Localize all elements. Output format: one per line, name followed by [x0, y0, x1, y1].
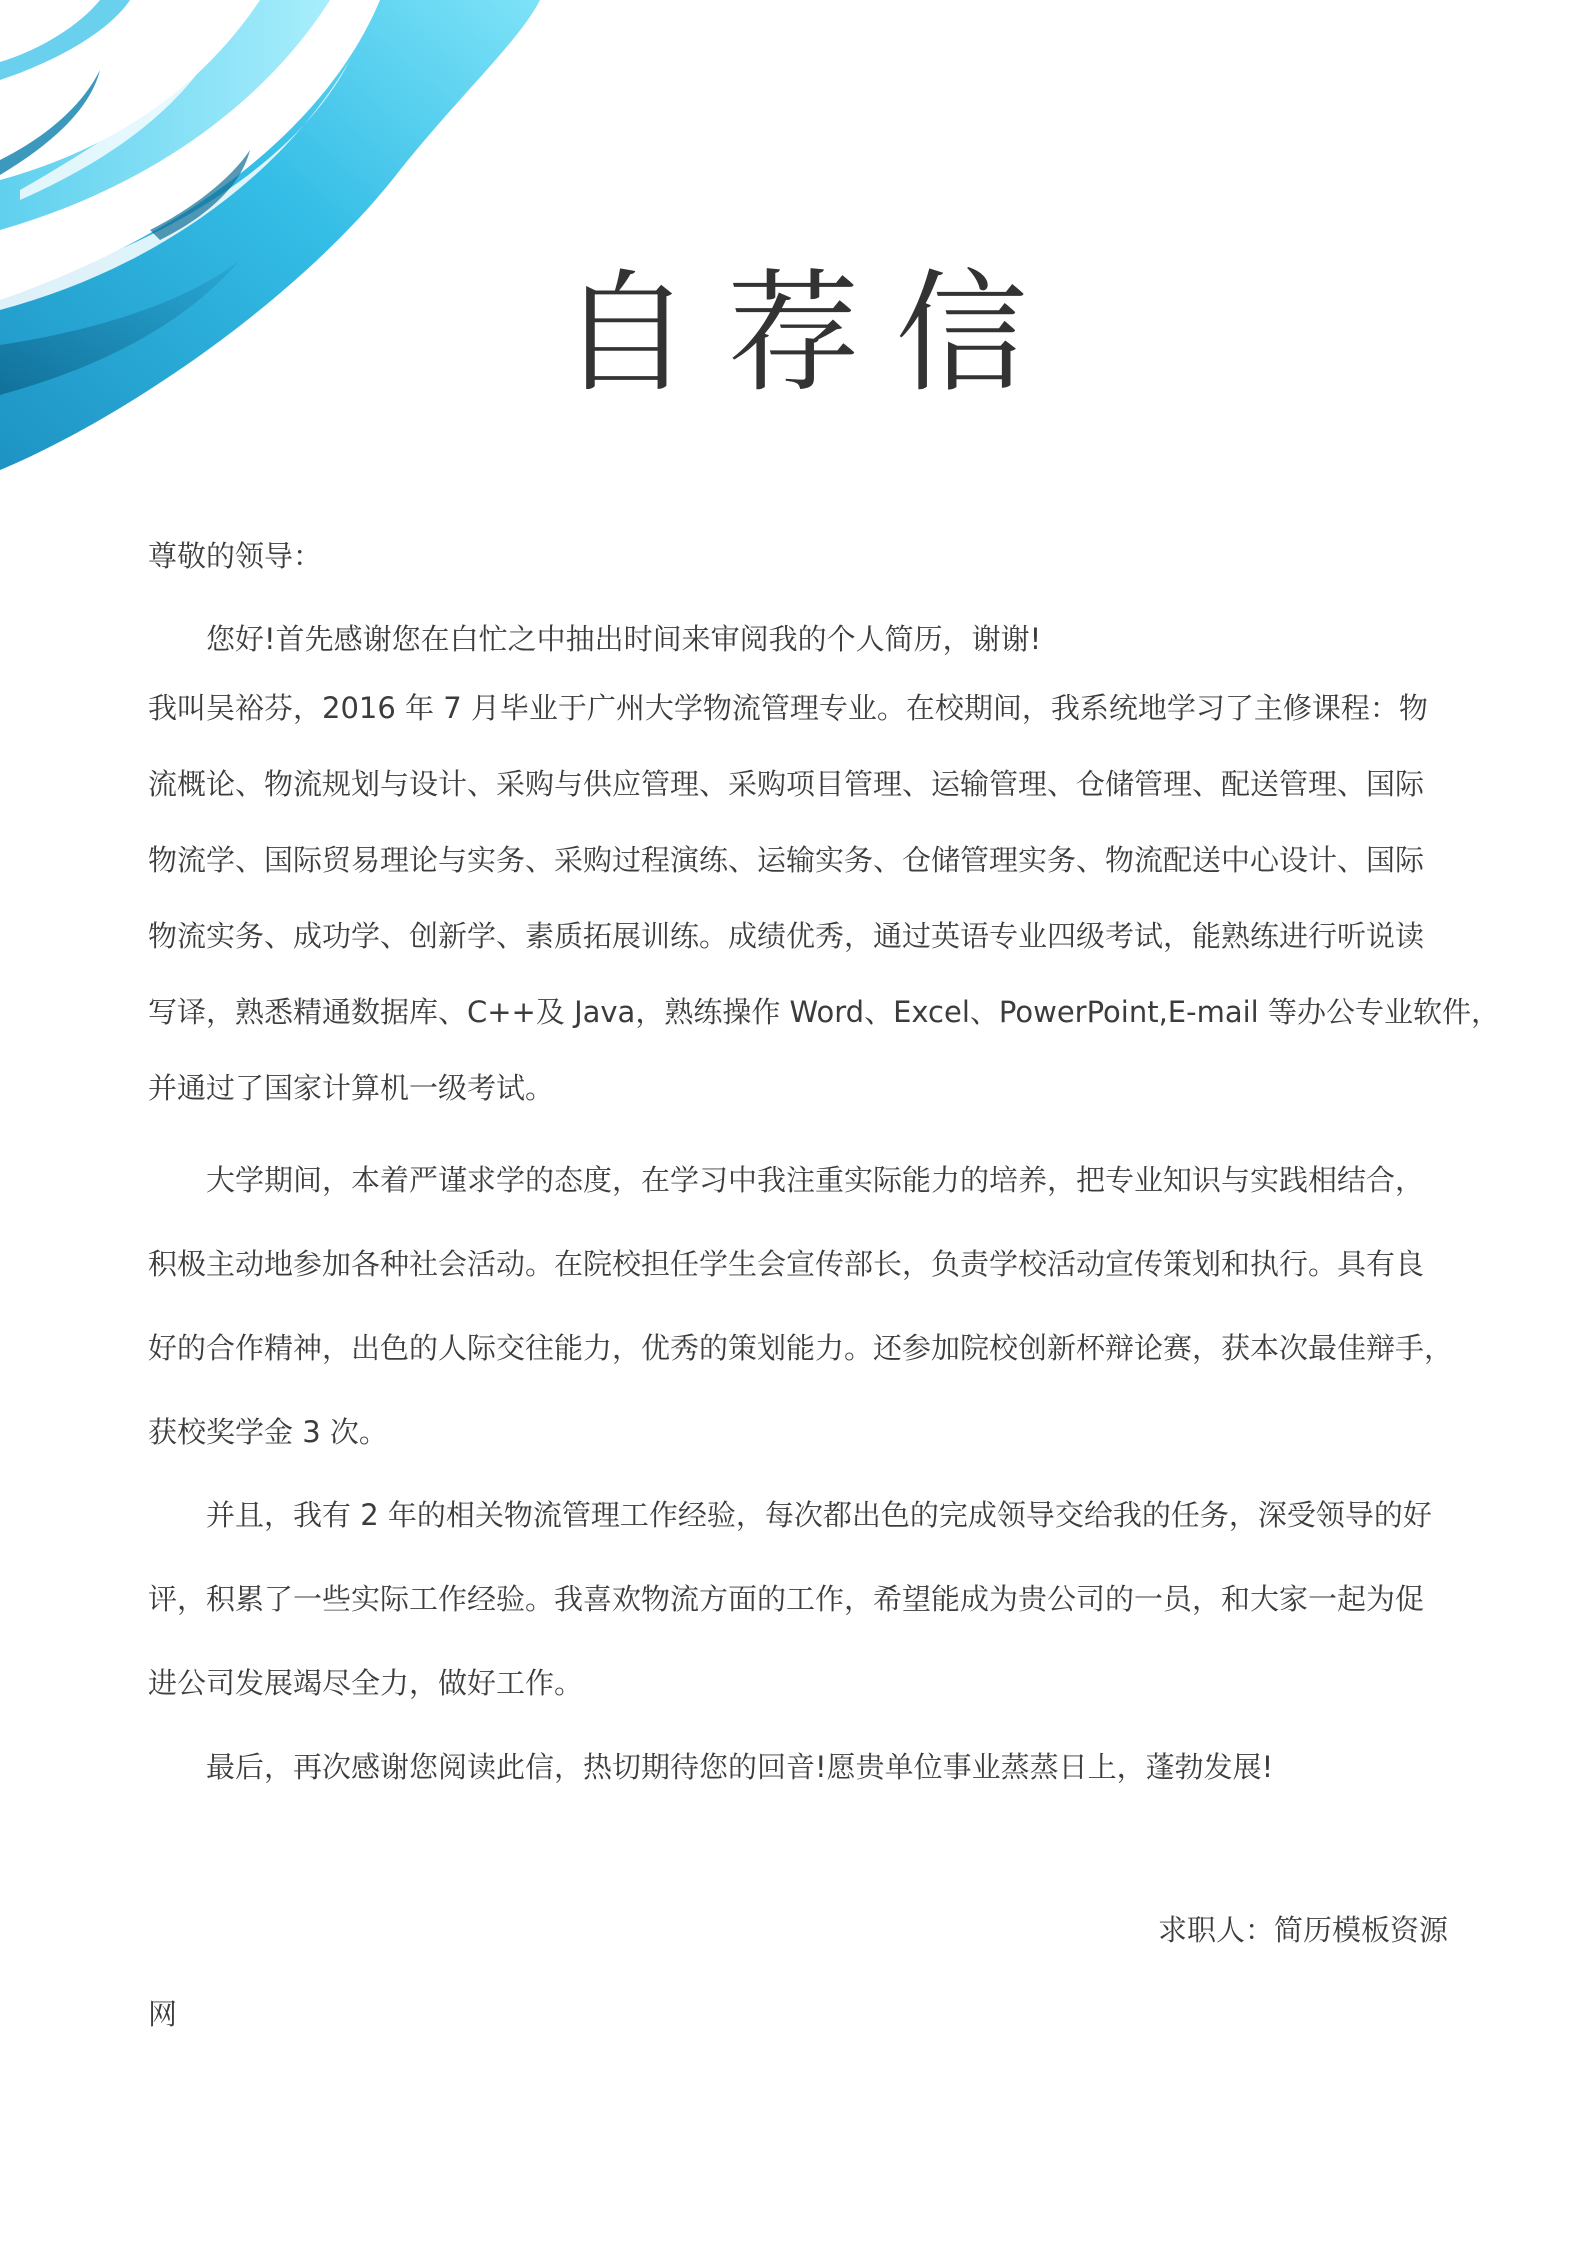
salutation: 尊敬的领导：: [148, 539, 323, 573]
signature: 求职人：简历模板资源: [1157, 1913, 1448, 1947]
paragraph-line: 并通过了国家计算机一级考试。: [148, 1071, 555, 1105]
paragraph-line: 大学期间，本着严谨求学的态度，在学习中我注重实际能力的培养，把专业知识与实践相结合，: [206, 1163, 1425, 1197]
signature-continuation: 网: [148, 1997, 178, 2031]
paragraph-line: 我叫吴裕芬，2016 年 7 月毕业于广州大学物流管理专业。在校期间，我系统地学习了主修课程：物: [148, 691, 1428, 725]
paragraph-line: 您好!首先感谢您在白忙之中抽出时间来审阅我的个人简历，谢谢!: [206, 622, 1042, 656]
paragraph-line: 并且，我有 2 年的相关物流管理工作经验，每次都出色的完成领导交给我的任务，深受领导的好: [206, 1498, 1432, 1532]
paragraph-line: 最后，再次感谢您阅读此信，热切期待您的回音!愿贵单位事业蒸蒸日上，蓬勃发展!: [206, 1750, 1274, 1784]
paragraph-line: 物流实务、成功学、创新学、素质拓展训练。成绩优秀，通过英语专业四级考试，能熟练进行听说读: [148, 919, 1425, 953]
paragraph-line: 物流学、国际贸易理论与实务、采购过程演练、运输实务、仓储管理实务、物流配送中心设计、国际: [148, 843, 1425, 877]
page-title: 自荐信: [559, 257, 1064, 411]
paragraph-line: 好的合作精神，出色的人际交往能力，优秀的策划能力。还参加院校创新杯辩论赛，获本次最佳辩手，: [148, 1331, 1454, 1365]
paragraph-line: 写译，熟悉精通数据库、C++及 Java，熟练操作 Word、Excel、PowerPoint,E-mail 等办公专业软件，: [148, 995, 1500, 1029]
decorative-swoosh-graphic: [0, 0, 540, 480]
paragraph-line: 进公司发展竭尽全力，做好工作。: [148, 1666, 584, 1700]
paragraph-line: 获校奖学金 3 次。: [148, 1415, 388, 1449]
paragraph-line: 评，积累了一些实际工作经验。我喜欢物流方面的工作，希望能成为贵公司的一员，和大家一起为促: [148, 1582, 1425, 1616]
paragraph-line: 流概论、物流规划与设计、采购与供应管理、采购项目管理、运输管理、仓储管理、配送管理、国际: [148, 767, 1425, 801]
paragraph-line: 积极主动地参加各种社会活动。在院校担任学生会宣传部长，负责学校活动宣传策划和执行。具有良: [148, 1247, 1425, 1281]
